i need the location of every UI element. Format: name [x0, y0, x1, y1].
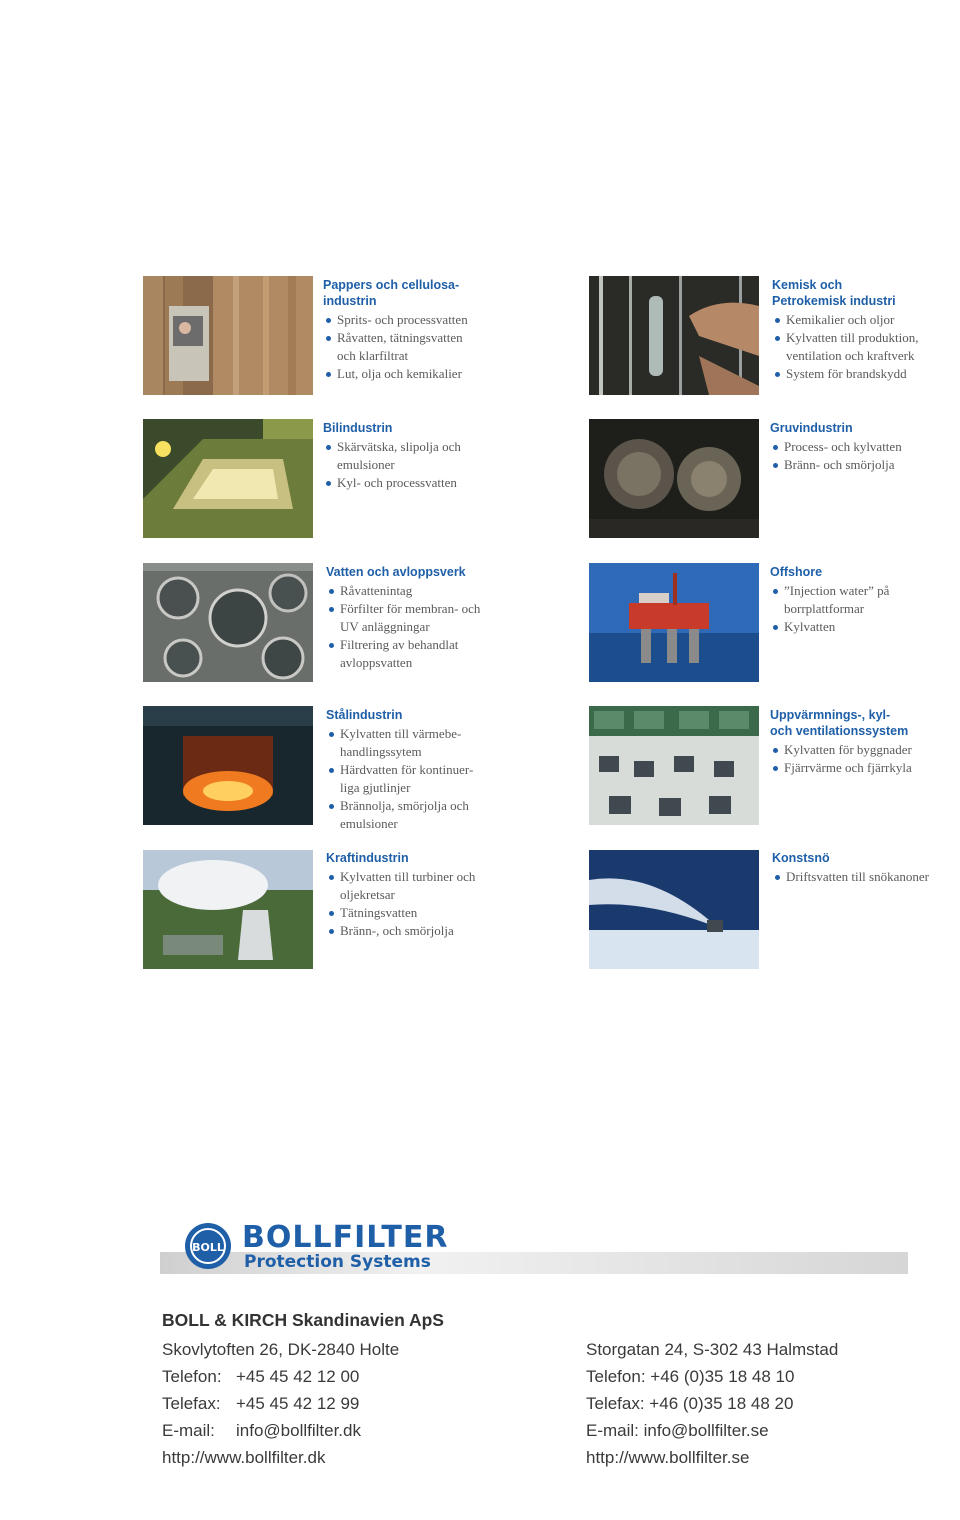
- application-item: emulsioner: [340, 816, 398, 831]
- application-item: oljekretsar: [340, 887, 395, 902]
- application-item: Driftsvatten till snökanoner: [772, 868, 960, 886]
- application-item: ”Injection water” på: [770, 582, 960, 600]
- application-item: Filtrering av behandlat: [326, 636, 536, 654]
- boll-emblem-icon: [184, 1222, 232, 1270]
- section-title-line: Bilindustrin: [323, 421, 393, 435]
- section-title: [326, 707, 536, 723]
- mining-photo: [589, 419, 759, 538]
- application-item: Fjärrvärme och fjärrkyla: [770, 759, 960, 777]
- application-item: liga gjutlinjer: [340, 780, 411, 795]
- application-item: Brännolja, smörjolja och: [326, 797, 536, 815]
- section-title-line: Konstsnö: [772, 851, 830, 865]
- address-se: Storgatan 24, S-302 43 Halmstad: [586, 1340, 839, 1359]
- application-item: och klarfiltrat: [337, 348, 409, 363]
- section-title: [323, 420, 533, 436]
- paper-industry-photo: [143, 276, 313, 395]
- section-paper-industry: [323, 277, 533, 383]
- section-water-treatment: [326, 564, 536, 672]
- section-title-line: industrin: [323, 294, 377, 308]
- section-title-line: och ventilationssystem: [770, 724, 909, 738]
- steel-industry-photo: [143, 706, 313, 825]
- application-item: Kylvatten till produktion,: [772, 329, 960, 347]
- section-mining-industry: [770, 420, 960, 474]
- application-list: [323, 311, 533, 383]
- application-list: [326, 582, 536, 672]
- application-list: [326, 868, 536, 940]
- application-item: Kylvatten till turbiner och: [326, 868, 536, 886]
- section-title-line: Vatten och avloppsverk: [326, 565, 466, 579]
- section-title-line: Offshore: [770, 565, 823, 579]
- emblem-text: BOLL: [192, 1241, 224, 1254]
- section-title: [770, 564, 960, 580]
- application-item: Kylvatten: [770, 618, 960, 636]
- application-item: Förfilter för membran- och: [326, 600, 536, 618]
- application-item: emulsioner: [337, 457, 395, 472]
- section-title-line: Stålindustrin: [326, 708, 403, 722]
- section-title: [770, 420, 960, 436]
- section-title-line: Kraftindustrin: [326, 851, 409, 865]
- email-se[interactable]: E-mail: info@bollfilter.se: [586, 1421, 769, 1440]
- application-item: UV anläggningar: [340, 619, 430, 634]
- section-chemical-industry: [772, 277, 960, 383]
- application-item: Sprits- och processvatten: [323, 311, 533, 329]
- application-list: [326, 725, 536, 833]
- email-dk[interactable]: E-mail: info@bollfilter.dk: [162, 1421, 361, 1440]
- company-logo: [160, 1222, 908, 1284]
- application-item: Råvattenintag: [326, 582, 536, 600]
- section-title-line: Uppvärmnings-, kyl-: [770, 708, 891, 722]
- application-item: Lut, olja och kemikalier: [323, 365, 533, 383]
- application-item: Kyl- och processvatten: [323, 474, 533, 492]
- application-item: avloppsvatten: [340, 655, 413, 670]
- application-item: Bränn-, och smörjolja: [326, 922, 536, 940]
- section-hvac-systems: [770, 707, 960, 777]
- contact-denmark: [162, 1336, 399, 1471]
- website-dk[interactable]: http://www.bollfilter.dk: [162, 1448, 326, 1467]
- section-power-industry: [326, 850, 536, 940]
- section-title: [772, 850, 960, 866]
- section-title-line: Pappers och cellulosa-: [323, 278, 460, 292]
- address-dk: Skovlytoften 26, DK-2840 Holte: [162, 1340, 400, 1359]
- application-item: ventilation och kraftverk: [786, 348, 915, 363]
- application-list: [772, 868, 960, 886]
- fax-se: Telefax: +46 (0)35 18 48 20: [586, 1394, 794, 1413]
- application-item: Härdvatten för kontinuer-: [326, 761, 536, 779]
- phone-dk: Telefon: +45 45 42 12 00: [162, 1367, 360, 1386]
- application-item: Kemikalier och oljor: [772, 311, 960, 329]
- application-list: [770, 438, 960, 474]
- section-title: [772, 277, 960, 309]
- application-item: handlingssytem: [340, 744, 422, 759]
- offshore-platform-photo: [589, 563, 759, 682]
- section-artificial-snow: [772, 850, 960, 886]
- application-item: System för brandskydd: [772, 365, 960, 383]
- section-title-line: Petrokemisk industri: [772, 294, 896, 308]
- control-room-photo: [589, 706, 759, 825]
- chemical-lab-photo: [589, 276, 759, 395]
- section-title-line: Kemisk och: [772, 278, 843, 292]
- application-item: Råvatten, tätningsvatten: [323, 329, 533, 347]
- section-title: [326, 564, 536, 580]
- website-se[interactable]: http://www.bollfilter.se: [586, 1448, 750, 1467]
- application-list: [772, 311, 960, 383]
- car-industry-photo: [143, 419, 313, 538]
- water-treatment-photo: [143, 563, 313, 682]
- application-item: Kylvatten för byggnader: [770, 741, 960, 759]
- logo-title: BOLLFILTER: [242, 1220, 449, 1255]
- section-car-industry: [323, 420, 533, 492]
- logo-subtitle: Protection Systems: [244, 1252, 431, 1272]
- phone-se: Telefon: +46 (0)35 18 48 10: [586, 1367, 795, 1386]
- snow-cannon-photo: [589, 850, 759, 969]
- section-title: [326, 850, 536, 866]
- application-item: Kylvatten till värmebe-: [326, 725, 536, 743]
- contact-sweden: [586, 1336, 838, 1471]
- application-list: [770, 741, 960, 777]
- section-steel-industry: [326, 707, 536, 833]
- application-item: Tätningsvatten: [326, 904, 536, 922]
- section-title: [323, 277, 533, 309]
- application-list: [770, 582, 960, 636]
- section-title-line: Gruvindustrin: [770, 421, 853, 435]
- application-list: [323, 438, 533, 492]
- company-name: BOLL & KIRCH Skandinavien ApS: [162, 1310, 444, 1330]
- fax-dk: Telefax: +45 45 42 12 99: [162, 1394, 360, 1413]
- power-plant-photo: [143, 850, 313, 969]
- section-offshore: [770, 564, 960, 636]
- application-item: borrplattformar: [784, 601, 865, 616]
- application-item: Process- och kylvatten: [770, 438, 960, 456]
- section-title: [770, 707, 960, 739]
- application-item: Skärvätska, slipolja och: [323, 438, 533, 456]
- application-item: Bränn- och smörjolja: [770, 456, 960, 474]
